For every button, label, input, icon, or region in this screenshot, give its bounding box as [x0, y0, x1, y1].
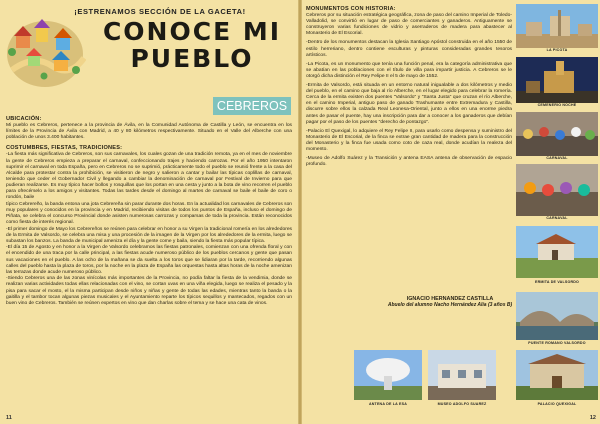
carnaval-caption-1: CARNAVAL	[546, 156, 568, 160]
ermita-photo	[516, 226, 598, 278]
picota-photo	[516, 4, 598, 48]
left-article-body	[6, 116, 292, 307]
right-article-body	[306, 6, 512, 169]
bridge-caption: PUENTE ROMANO VALSORDO	[528, 341, 586, 345]
church-photo	[516, 57, 598, 103]
museo-photo	[428, 350, 496, 400]
picota-caption: LA PICOTA	[546, 48, 568, 52]
customs-paragraph: -La fiesta más significativa de Cebreros, son sus carnavales, los cuales gozan de una tradición remota, ya en el mes de noviembre la gente de Cebreros empieza a preparar el carnaval, confeccionando trajes y haciendo carrozas. Por el año 1950 intentaron suprimir el carnaval en toda España, pero en Cebreros no se suprimió, prácticamente todo el pueblo se reunió frente a la casa del Alcalde para protestar contra la prohibición, se visitieron de negro y salieron a cantar y bailar las típicas coplillas de carnaval, teniendo que ceder el Gobernador Civil y llegando a cambiar la denominación de carnaval por Festival de Invierno para que pudieran realizarse. Es muy típico hacer bollos y rosquillas que los portan en una cesta y junto a la bota de vino recorren el pueblo para ofrecérselo a los amigos y visitantes. Todas las tardes desde el domingo al martes de carnaval se baile el baile de coro o rondón, baile	[6, 152, 292, 201]
title-line-1: CONOCE MI	[102, 17, 282, 46]
museo-caption: MUSEO ADOLFO SUAREZ	[437, 402, 487, 406]
location-heading: UBICACIÓN:	[6, 116, 42, 122]
author-signoff	[372, 296, 528, 308]
title-line-2: PUEBLO	[130, 44, 254, 73]
customs-paragraph: -El día 15 de Agosto y en honor a la Virgen de Valsordo celebramos las fiestas patronales, comienzan con una ofrenda floral y con el encendido de una traca por la calle principal, a las fiestas acude numeroso público de los pueblos cercanos y gente que pasan sus vacaciones en el pueblo. A las ocho de la mañana se da suelta a los toros que se lidiaran por la tarde, recorriendo algunas calles del pueblo hasta la plaza de toros, por la noche en la plaza de España las orquestas hasta altas horas de la noche amenizan las terrazas donde acude numeroso público.	[6, 245, 292, 275]
monuments-paragraph: -Ermita de Valsordo, está situada en un entorno natural inigualable a dos kilómetros y medio del pueblo, en el camino que baja al río Alberche, en el lugar elegido para celebrar la romería. Cerca de la ermita existen dos puentes "Valsordo" y "Santa Justa" que cruzan el río Alberche, en el camino Imperial, antiguo paso de ganado Trashumante entre Extremadura y Castilla, discurre sobre ellos la calzada Real Leonesa-Oriental, junto a ellos en una enorme piedra antes de pasar el puente, hay una inscripción para dar a conocer a los ganaderos que debían pagar por el paso de los puentes "derecho de pontazgo".	[306, 83, 512, 125]
right-page	[302, 0, 600, 424]
location-paragraph: Mi pueblo es Cebreros, pertenece a la provincia de Ávila, en la Comunidad Autónoma de Castilla y León, se encuentra en los límites de la Provincia de Ávila con Madrid, a 40 y 80 kilómetros respectivamente. Situado en el Valle del Alberche con una población de unos 3.400 habitantes.	[6, 123, 292, 141]
section-kicker: ¡ESTRENAMOS SECCIÓN DE LA GACETA!	[74, 7, 246, 16]
customs-paragraph: -Siendo Cebreros una de las zonas vinícolas más importantes de la Provincia, no podía faltar la fiesta de la vendimia, donde se realizan varias actividades todas ellas relacionadas con el vino, se cortan uvas en una viña elegida, luego se realiza el pesado y la pisa para sacar el mosto, el la misma participan desde niños y niñas y gente de todas las edades, mientras tanto la banda o la gaitilla y el tambor tocan algunas piezas musicales y el Ayuntamiento reparte los típicos sequillos y mantecados, regados con un buen vino de Cebreros. También se reúnen expertos en vino que dan charlas sobre el tema y se hace una cata de vinos.	[6, 276, 292, 306]
ermita-caption: ERMITA DE VALSORDO	[534, 280, 580, 284]
carnaval-caption-2: CARNAVAL	[546, 216, 568, 220]
monuments-paragraph: -La Picota, es un monumento que tenía una función penal, era la categoría administrativa que se abatían en las poblaciones con el título de villa para impartir justicia. A Cebreros se le otorgó dicha distinción el Rey Felipe II el 5 de mayo de 1552.	[306, 61, 512, 79]
left-page	[0, 0, 298, 424]
author-note: Abuelo del alumno Nacho Hernández Alía (3 años B)	[387, 302, 513, 308]
village-illustration	[4, 14, 86, 90]
monuments-paragraph: -Palacio El Quexigal, lo adquiere el Rey Felipe II, para usarlo como despensa y suministro del Monasterio de El Escorial, de la finca se extrae gran cantidad de madera para la construcción del Monasterio y la finca fue usada como coto de caza real, donde acudían la realeza del momento.	[306, 128, 512, 152]
palacio-caption: PALACIO QUEXIGAL	[537, 402, 577, 406]
monuments-paragraph: Cebreros por su situación estratégica geográfica, zona de paso del camino Imperial de Toledo-Valladolid, se convirtió en lugar de paso de comerciantes y ganaderos. Antiguamente se construyeron varias fundiciones de vidrio y aserraderos de madera para abastecer al Monasterio de El Escorial.	[306, 13, 512, 37]
carnaval-photo-2	[516, 164, 598, 216]
palacio-photo	[516, 350, 598, 400]
monuments-paragraph: -Dentro de los monumentos destacan la Iglesia Santiago Apóstol construida en el año 1550 de estilo herreriano, dentro contiene esculturas y pinturas consideradas grandes tesoros artísticos.	[306, 40, 512, 58]
carnaval-photo-1	[516, 112, 598, 156]
monuments-paragraph: -Museo de Adolfo Suárez y la Transición y antena EASA antena de observación de espacio profundo.	[306, 156, 512, 168]
customs-heading: COSTUMBRES, FIESTAS, TRADICIONES:	[6, 145, 123, 152]
bridge-photo	[516, 292, 598, 340]
customs-paragraph: -El primer domingo de Mayo los Cebrereños se reúnen para celebrar en honor a su Virgen la tradicional romería en los alrededores de la Ermita de Valsordo, se celebra una misa y una procesión de la imagen de la Virgen por los alrededores de la ermita, luego se subastan los banzos. La banda de municipal ameniza el día y la gente come y baila, siendo la fiesta más popular típica.	[6, 226, 292, 244]
page-title	[92, 18, 292, 72]
church-caption: CEMENERIO NOCHE	[537, 103, 577, 107]
antena-caption: ANTENA DE LA ESA	[368, 402, 408, 406]
page-number-left: 11	[6, 415, 12, 421]
author-name: IGNACIO HERNANDEZ CASTILLA	[406, 296, 494, 302]
town-name-banner: CEBREROS	[213, 97, 291, 115]
page-number-right: 12	[589, 415, 596, 421]
antena-photo	[354, 350, 422, 400]
monuments-heading: MONUMENTOS CON HISTORIA:	[306, 6, 396, 12]
customs-paragraph: típico Cebrereño, la banda entona una jota Cebrereña sin parar durante dos horas. En la actualidad los carnavales de Cebreros son muy populares y conocidos en la provincia y en Madrid, recibiendo visitas de todos los puntos de España, incluso el domingo de Piñata, se celebra el concurso Provincial donde asisten numerosas carrozas y comparsas de toda la provincia. Están reconocidos como fiesta de interés regional.	[6, 201, 293, 225]
